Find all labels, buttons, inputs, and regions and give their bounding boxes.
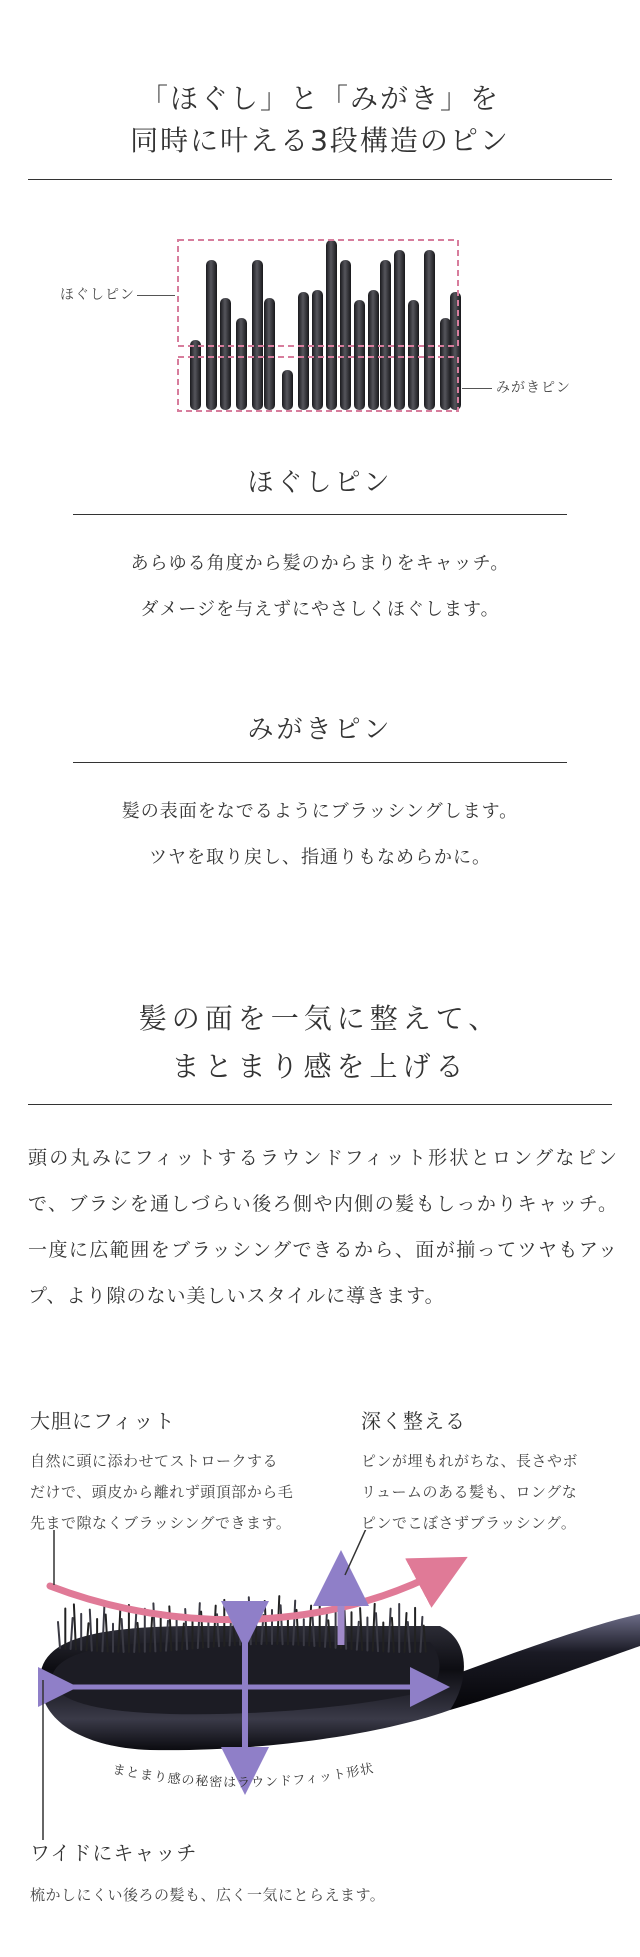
deep-line3: ピンでこぼさずブラッシング。 (361, 1514, 577, 1532)
hogushi-line1: あらゆる角度から髪のからまりをキャッチ。 (130, 553, 510, 574)
hogushi-pin-label: ほぐしピン (60, 284, 175, 304)
brush-pins-group (190, 240, 461, 410)
fit-title: 大胆にフィット (30, 1409, 176, 1433)
pin (264, 298, 275, 410)
pin (236, 318, 247, 410)
section2-heading-line1: 髪の面を一気に整えて、 (138, 1002, 502, 1035)
pin (298, 292, 309, 410)
migaki-title: みがきピン (247, 715, 393, 745)
pin (354, 300, 365, 410)
pin (326, 240, 337, 410)
pin (450, 292, 461, 410)
pin (312, 290, 323, 410)
deep-leader-line (345, 1530, 370, 1575)
section1-divider (28, 179, 612, 180)
pin-structure-diagram (168, 232, 468, 422)
section2-paragraph: 頭の丸みにフィットするラウンドフィット形状とロングなピンで、ブラシを通しづらい後ろ側や内側の髪もしっかりキャッチ。一度に広範囲をブラッシングできるから、面が揃ってツヤもアップ、より隙のない美しいスタイルに導きます。 (28, 1147, 618, 1307)
pin (394, 250, 405, 410)
migaki-line1: 髪の表面をなでるようにブラッシングします。 (121, 801, 519, 822)
wide-text: 梳かしにくい後ろの髪も、広く一気にとらえます。 (30, 1886, 386, 1904)
deep-line2: リュームのある髪も、ロングな (361, 1483, 578, 1501)
section1-heading-line2: 同時に叶える3段構造のピン (130, 124, 510, 157)
pin (206, 260, 217, 410)
hogushi-line2: ダメージを与えずにやさしくほぐします。 (140, 599, 500, 620)
pin (282, 370, 293, 410)
fit-line1: 自然に頭に添わせてストロークする (30, 1452, 279, 1470)
pin (408, 300, 419, 410)
pin (424, 250, 435, 410)
hogushi-title: ほぐしピン (247, 468, 393, 498)
brush-handle (440, 1614, 640, 1710)
pin (380, 260, 391, 410)
section1-heading-line1: 「ほぐし」と「みがき」を (139, 82, 500, 115)
section2-heading-line2: まとまり感を上げる (171, 1050, 469, 1083)
fit-line3: 先まで隙なくブラッシングできます。 (30, 1514, 292, 1532)
wide-title: ワイドにキャッチ (30, 1841, 198, 1865)
pin (340, 260, 351, 410)
hogushi-divider (73, 514, 567, 515)
pin (190, 340, 201, 410)
pin (220, 298, 231, 410)
curve-caption: まとまり感の秘密はラウンドフィット形状 (111, 1761, 376, 1791)
brush-illustration (0, 1530, 640, 1840)
pin (368, 290, 379, 410)
migaki-divider (73, 762, 567, 763)
deep-title: 深く整える (361, 1409, 466, 1433)
section2-divider (28, 1104, 612, 1105)
pin (252, 260, 263, 410)
bristle (58, 1622, 60, 1648)
migaki-line2: ツヤを取り戻し、指通りもなめらかに。 (149, 847, 491, 868)
fit-line2: だけで、頭皮から離れず頭頂部から毛 (30, 1483, 294, 1501)
migaki-pin-label: みがきピン (462, 377, 571, 397)
pin (440, 318, 451, 410)
deep-line1: ピンが埋もれがちな、長さやボ (361, 1452, 579, 1470)
